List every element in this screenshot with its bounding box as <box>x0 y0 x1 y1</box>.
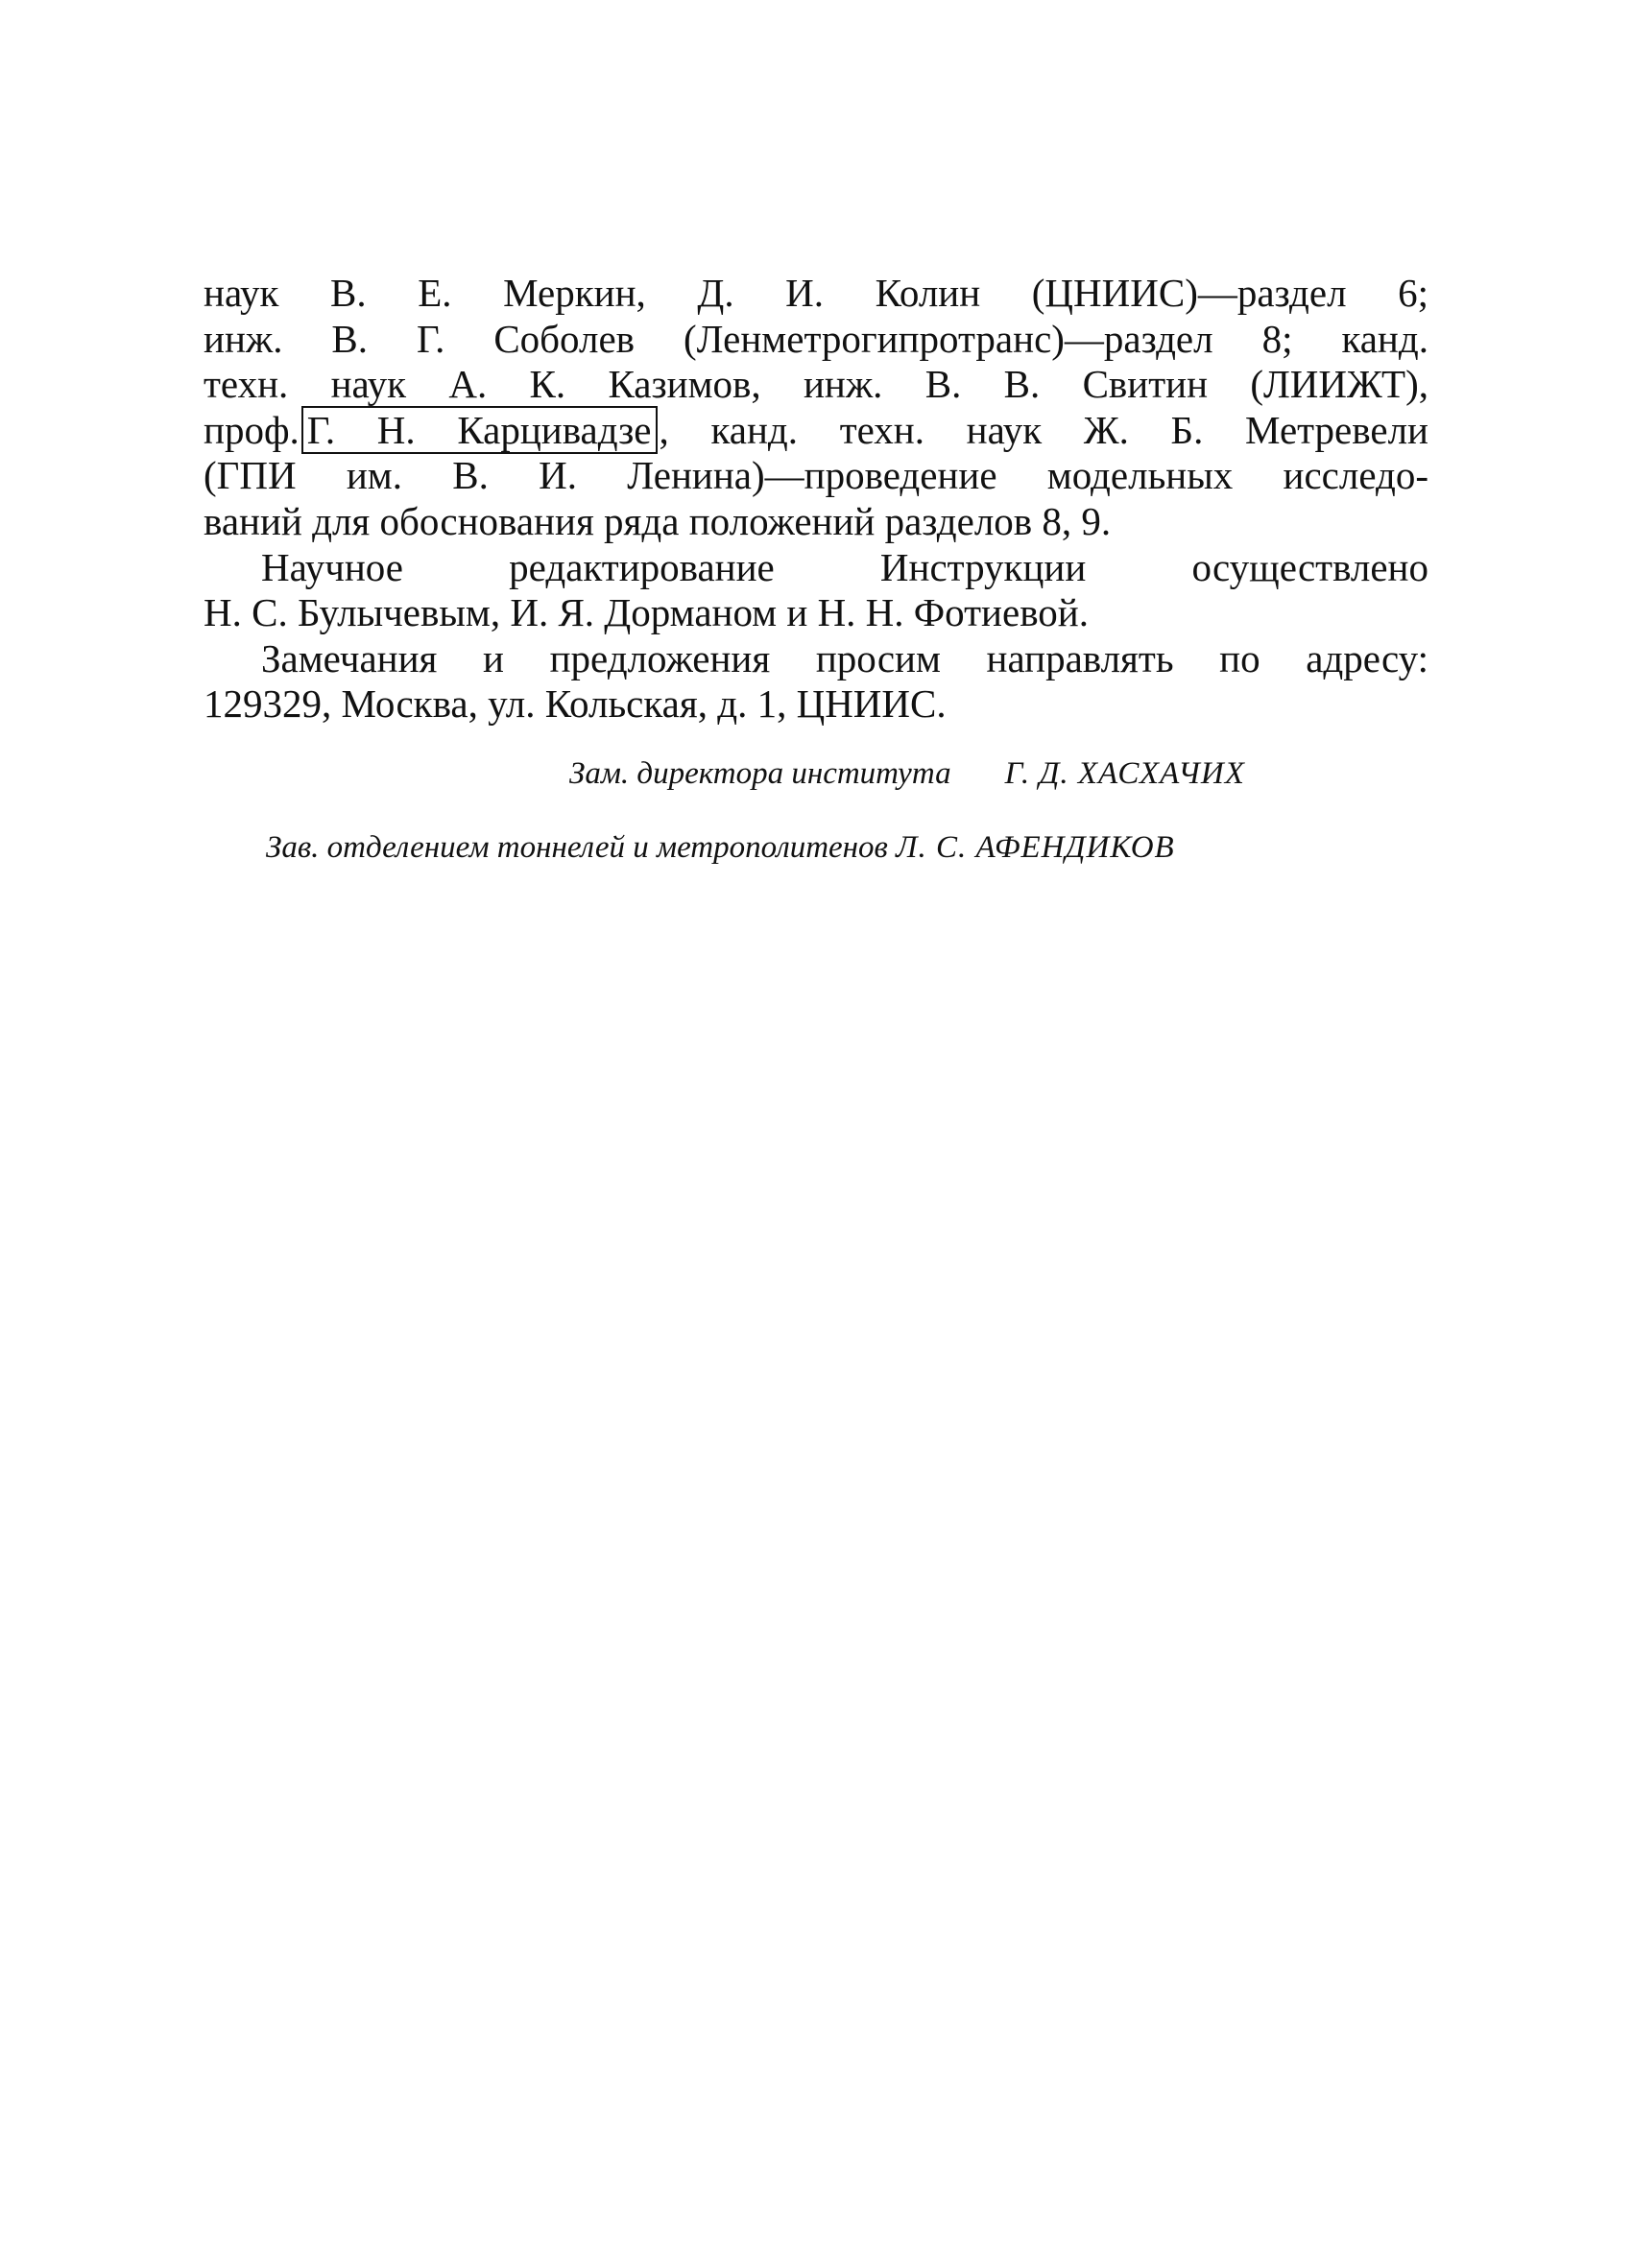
contributors-line: ваний для обоснования ряда положений разделов 8, 9. <box>204 498 1112 543</box>
body-text <box>204 271 1428 728</box>
feedback-line: 129329, Москва, ул. Кольская, д. 1, ЦНИИС. <box>204 681 947 727</box>
signature-name: Л. С. АФЕНДИКОВ <box>896 830 1175 865</box>
editing-line: Научное редактирование Инструкции осуществлено <box>261 544 1428 589</box>
contributors-line: инж. В. Г. Соболев (Ленметрогипротранс)—раздел 8; канд. <box>204 316 1428 361</box>
contributors-line-with-box <box>204 408 1428 454</box>
prefix-text: проф. <box>204 407 300 452</box>
signature-department-head <box>266 830 1175 866</box>
contributors-line: наук В. Е. Меркин, Д. И. Колин (ЦНИИС)—раздел 6; <box>204 271 1428 315</box>
boxed-name: Г. Н. Карцивадзе <box>301 406 658 454</box>
suffix-text: , канд. техн. наук Ж. Б. Метревели <box>659 407 1428 452</box>
signature-title: Зам. директора института <box>569 756 951 791</box>
contributors-line: (ГПИ им. В. И. Ленина)—проведение модельных исследо- <box>204 453 1428 498</box>
signature-title: Зав. отделением тоннелей и метрополитенов <box>266 830 888 865</box>
contributors-line: техн. наук А. К. Казимов, инж. В. В. Свитин (ЛИИЖТ), <box>204 362 1428 407</box>
feedback-line: Замечания и предложения просим направлять по адресу: <box>261 635 1428 680</box>
editing-line: Н. С. Булычевым, И. Я. Дорманом и Н. Н. Фотиевой. <box>204 590 1089 635</box>
signature-name: Г. Д. ХАСХАЧИХ <box>1004 756 1245 791</box>
signature-deputy-director <box>569 756 1245 792</box>
